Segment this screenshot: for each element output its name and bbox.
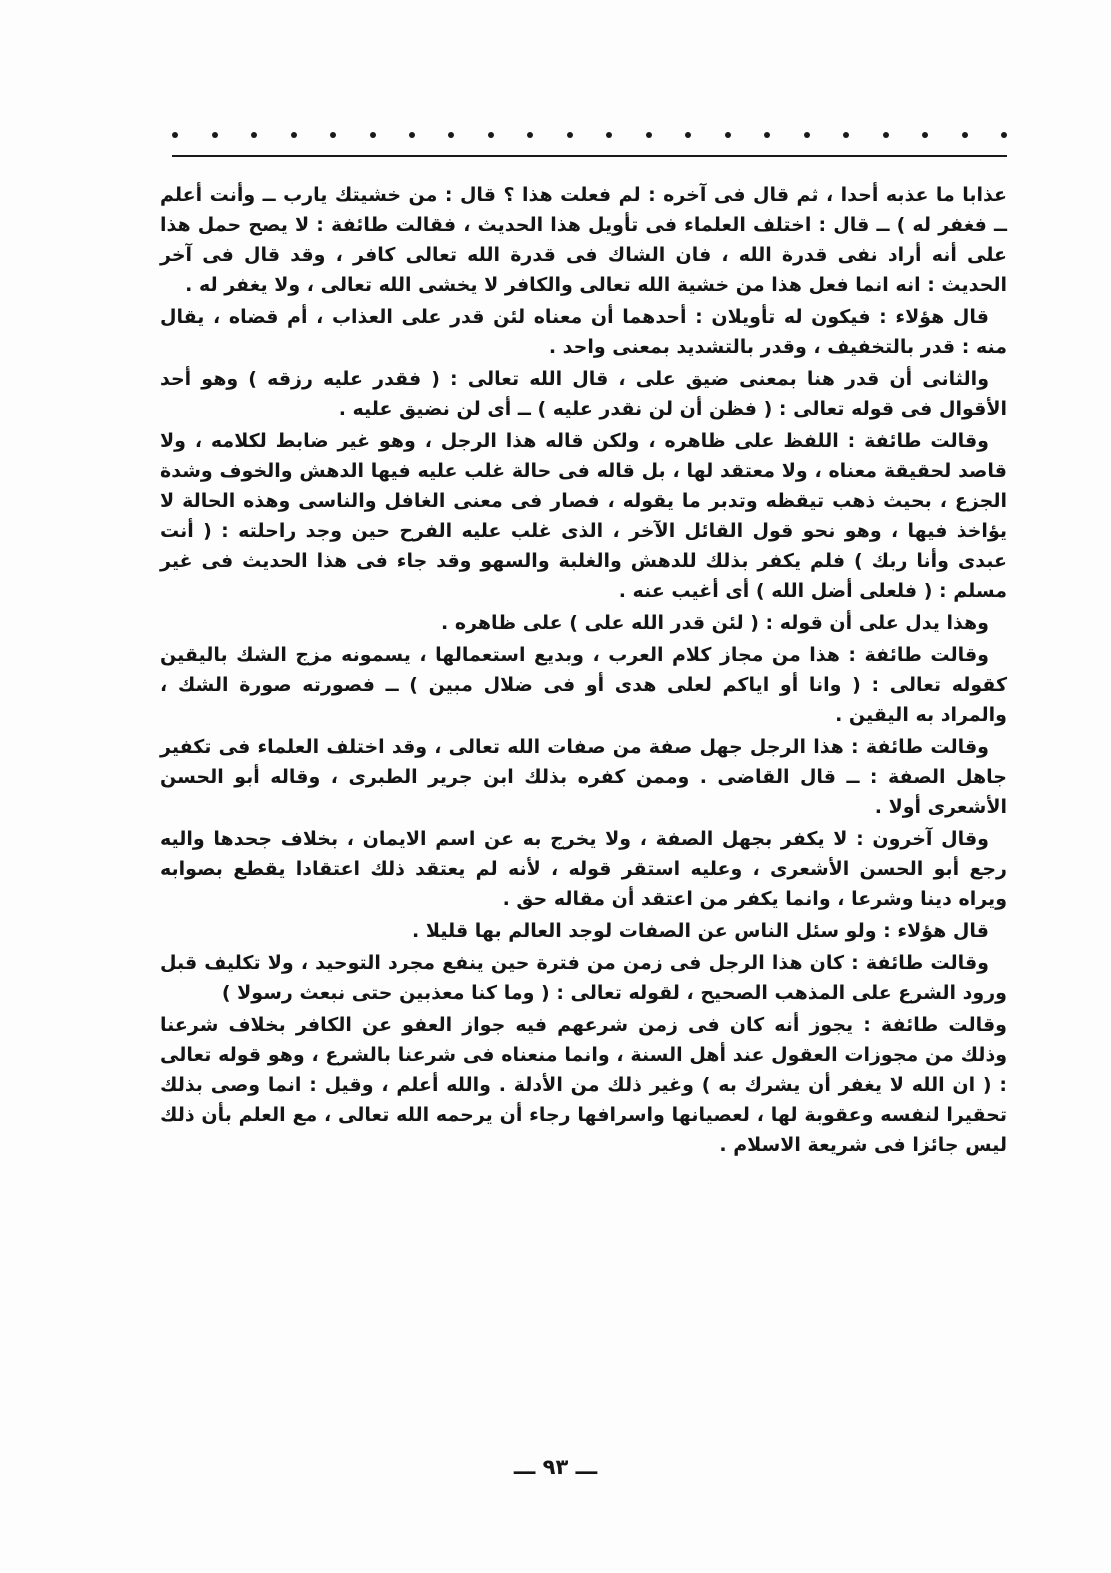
header-dot [567,132,573,138]
paragraph-1: عذابا ما عذبه أحدا ، ثم قال فى آخره : لم فعلت هذا ؟ قال : من خشيتك يارب ــ وأنت أعلم ــ فغفر له ) ــ قال : اختلف العلماء فى تأويل هذا الحديث ، فقالت طائفة : لا يصح حمل هذا على أنه أراد نفى قدرة الله ، فان الشاك فى قدرة الله تعالى كافر ، وقد قال فى آخر الحديث : انه انما فعل هذا من خشية الله تعالى والكافر لا يخشى الله تعالى ، ولا يغفر له . [160,184,1007,296]
header-dot [922,132,928,138]
header-dot [606,132,612,138]
header-dot [212,132,218,138]
paragraph-4: وقالت طائفة : اللفظ على ظاهره ، ولكن قاله هذا الرجل ، وهو غير ضابط لكلامه ، ولا قاصد لحقيقة معناه ، ولا معتقد لها ، بل قاله فى حالة غلب عليه فيها الدهش والخوف وشدة الجزع ، بحيث ذهب تيقظه وتدبر ما يقوله ، فصار فى معنى الغافل والناسى وهذه الحالة لا يؤاخذ فيها ، وهو نحو قول القائل الآخر ، الذى غلب عليه الفرح حين وجد راحلته : ( أنت عبدى وأنا ربك ) فلم يكفر بذلك للدهش والغلبة والسهو وقد جاء فى هذا الحديث فى غير مسلم : ( فلعلى أضل الله ) أى أغيب عنه . [160,430,1007,602]
paragraph-8: وقال آخرون : لا يكفر بجهل الصفة ، ولا يخرج به عن اسم الايمان ، بخلاف جحدها واليه رجع أبو الحسن الأشعرى ، وعليه استقر قوله ، لأنه لم يعتقد ذلك اعتقادا يقطع بصوابه ويراه دينا وشرعا ، وانما يكفر من اعتقد أن مقاله حق . [160,828,1007,910]
paragraph-5: وهذا يدل على أن قوله : ( لئن قدر الله على ) على ظاهره . [441,612,989,634]
header-dot [370,132,376,138]
paragraph-10: وقالت طائفة : كان هذا الرجل فى زمن من فترة حين ينفع مجرد التوحيد ، ولا تكليف قبل ورود الشرع على المذهب الصحيح ، لقوله تعالى : ( وما كنا معذبين حتى نبعث رسولا ) [160,952,1007,1004]
header-dot [251,132,257,138]
header-dot [725,132,731,138]
header-dot [172,132,178,138]
header-dot [646,132,652,138]
paragraph-7: وقالت طائفة : هذا الرجل جهل صفة من صفات الله تعالى ، وقد اختلف العلماء فى تكفير جاهل الصفة : ــ قال القاضى . وممن كفره بذلك ابن جرير الطبرى ، وقاله أبو الحسن الأشعرى أولا . [160,736,1007,818]
header-dot [527,132,533,138]
paragraph-6: وقالت طائفة : هذا من مجاز كلام العرب ، وبديع استعمالها ، يسمونه مزج الشك باليقين كقوله تعالى : ( وانا أو اياكم لعلى هدى أو فى ضلال مبين ) ــ فصورته صورة الشك ، والمراد به اليقين . [160,644,1007,726]
body-text [160,180,1007,1162]
paragraph-11: وقالت طائفة : يجوز أنه كان فى زمن شرعهم فيه جواز العفو عن الكافر بخلاف شرعنا وذلك من مجوزات العقول عند أهل السنة ، وانما منعناه فى شرعنا بالشرع ، وهو قوله تعالى : ( ان الله لا يغفر أن يشرك به ) وغير ذلك من الأدلة . والله أعلم ، وقيل : انما وصى بذلك تحقيرا لنفسه وعقوبة لها ، لعصيانها واسرافها رجاء أن يرحمه الله تعالى ، مع العلم بأن ذلك ليس جائزا فى شريعة الاسلام . [160,1014,1007,1156]
header-dot [685,132,691,138]
header-dot [843,132,849,138]
header-dot [764,132,770,138]
header-dot [962,132,968,138]
paragraph-2: قال هؤلاء : فيكون له تأويلان : أحدهما أن معناه لئن قدر على العذاب ، أم قضاه ، يقال منه : قدر بالتخفيف ، وقدر بالتشديد بمعنى واحد . [160,306,1007,358]
header-dot [409,132,415,138]
page-number: ـــ ٩٣ ـــ [513,1455,598,1479]
header-dot [883,132,889,138]
header-dot [488,132,494,138]
header-rule [172,155,1007,157]
header-dot-ornament [172,132,1007,138]
header-dot [1001,132,1007,138]
paragraph-9: قال هؤلاء : ولو سئل الناس عن الصفات لوجد العالم بها قليلا . [411,920,989,942]
header-dot [330,132,336,138]
paragraph-3: والثانى أن قدر هنا بمعنى ضيق على ، قال الله تعالى : ( فقدر عليه رزقه ) وهو أحد الأقوال فى قوله تعالى : ( فظن أن لن نقدر عليه ) ــ أى لن نضيق عليه . [160,368,1007,420]
header-dot [448,132,454,138]
header-dot [291,132,297,138]
header-dot [804,132,810,138]
